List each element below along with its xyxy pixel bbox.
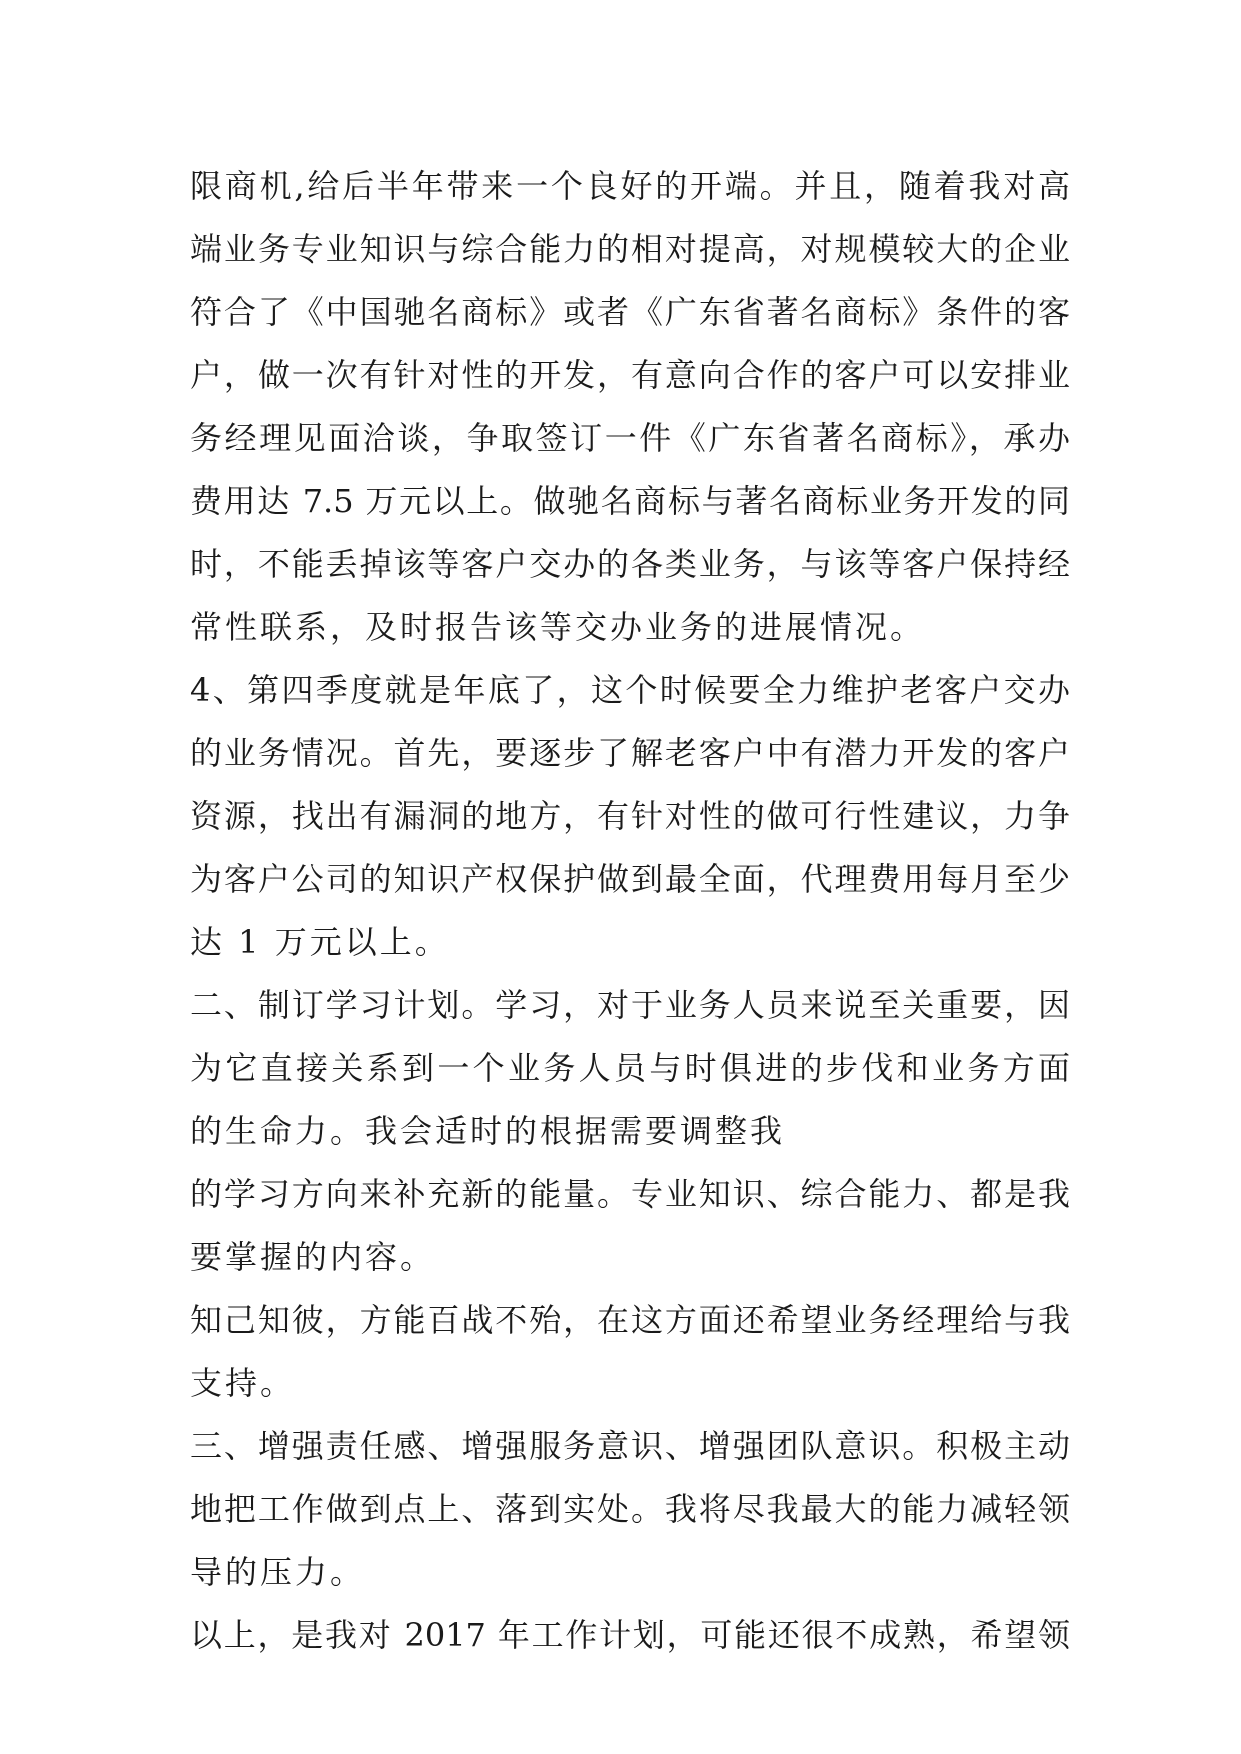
text-line: 以上，是我对 2017 年工作计划，可能还很不成熟，希望领 xyxy=(190,1616,1070,1654)
text-line: 端业务专业知识与综合能力的相对提高，对规模较大的企业 xyxy=(190,230,1070,268)
text-line: 4、第四季度就是年底了，这个时候要全力维护老客户交办 xyxy=(190,671,1070,709)
text-line: 知己知彼，方能百战不殆，在这方面还希望业务经理给与我 xyxy=(190,1301,1070,1339)
text-line: 资源，找出有漏洞的地方，有针对性的做可行性建议，力争 xyxy=(190,797,1070,835)
text-line: 务经理见面洽谈，争取签订一件《广东省著名商标》，承办 xyxy=(190,419,1070,457)
text-line: 费用达 7.5 万元以上。做驰名商标与著名商标业务开发的同 xyxy=(190,482,1070,520)
text-line: 三、增强责任感、增强服务意识、增强团队意识。积极主动 xyxy=(190,1427,1070,1465)
text-line: 的生命力。我会适时的根据需要调整我 xyxy=(190,1112,786,1150)
text-line: 地把工作做到点上、落到实处。我将尽我最大的能力减轻领 xyxy=(190,1490,1070,1528)
text-line: 支持。 xyxy=(190,1364,296,1402)
text-line: 的业务情况。首先，要逐步了解老客户中有潜力开发的客户 xyxy=(190,734,1070,772)
text-line: 户，做一次有针对性的开发，有意向合作的客户可以安排业 xyxy=(190,356,1070,394)
text-line: 常性联系，及时报告该等交办业务的进展情况。 xyxy=(190,608,926,646)
text-line: 达 1 万元以上。 xyxy=(190,923,450,961)
text-line: 二、制订学习计划。学习，对于业务人员来说至关重要，因 xyxy=(190,986,1070,1024)
document-body xyxy=(190,155,1070,1667)
text-line: 要掌握的内容。 xyxy=(190,1238,436,1276)
text-line: 限商机,给后半年带来一个良好的开端。并且，随着我对高 xyxy=(190,167,1070,205)
text-line: 导的压力。 xyxy=(190,1553,366,1591)
text-line: 为它直接关系到一个业务人员与时俱进的步伐和业务方面 xyxy=(190,1049,1070,1087)
text-line: 时，不能丢掉该等客户交办的各类业务，与该等客户保持经 xyxy=(190,545,1070,583)
text-line: 的学习方向来补充新的能量。专业知识、综合能力、都是我 xyxy=(190,1175,1070,1213)
text-line: 符合了《中国驰名商标》或者《广东省著名商标》条件的客 xyxy=(190,293,1070,331)
text-line: 为客户公司的知识产权保护做到最全面，代理费用每月至少 xyxy=(190,860,1070,898)
